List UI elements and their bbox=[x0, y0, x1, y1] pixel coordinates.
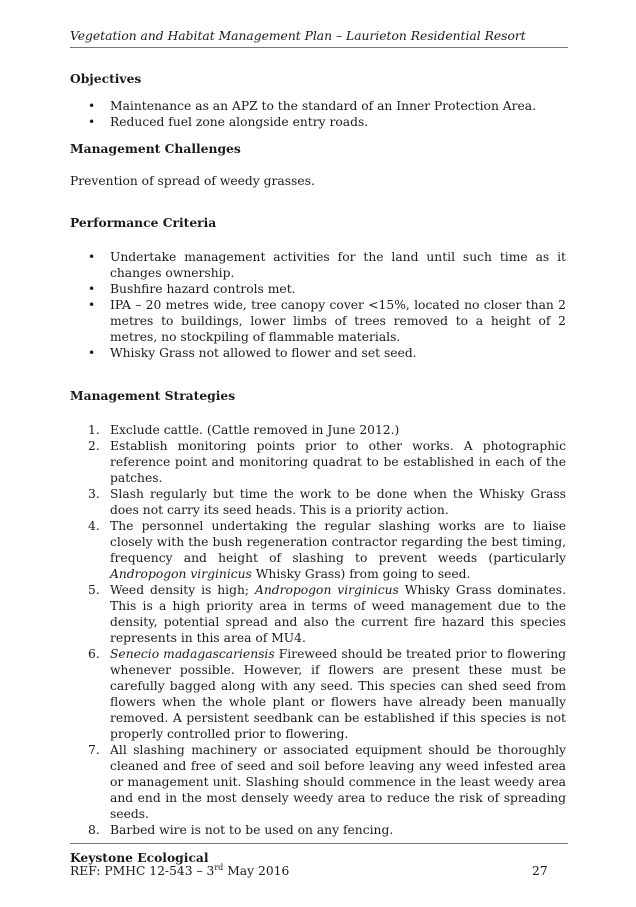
page-content bbox=[70, 60, 566, 838]
running-header: Vegetation and Habitat Management Plan – Laurieton Residential Resort bbox=[70, 29, 526, 43]
performance-list bbox=[70, 249, 566, 361]
item-text: Fireweed should be treated prior to flowering whenever possible. However, if flowers are present these must be carefully bagged along with any seed. This species can shed seed from flowers when the whole plant or flowers have already been manually removed. A persistent seedbank can be established if this species is not properly controlled prior to flowering. bbox=[110, 647, 566, 741]
item-text: Whisky Grass) from going to seed. bbox=[251, 567, 471, 581]
footer-rule bbox=[70, 843, 568, 844]
list-item: • IPA – 20 metres wide, tree canopy cover <15%, located no closer than 2 metres to buildings, lower limbs of trees removed to a height of 2 metres, no stockpiling of flammable materials. bbox=[70, 297, 566, 345]
species-name: Andropogon virginicus bbox=[254, 583, 399, 597]
list-item: • Bushfire hazard controls met. bbox=[70, 281, 566, 297]
list-item bbox=[70, 438, 566, 486]
item-number: 2. bbox=[88, 439, 100, 453]
item-text: All slashing machinery or associated equipment should be thoroughly cleaned and free of seed and soil before leaving any weed infested area or management unit. Slashing should commence in the least weedy area and end in the most densely weedy area to reduce the risk of spreading seeds. bbox=[110, 743, 566, 821]
item-text: Barbed wire is not to be used on any fencing. bbox=[110, 823, 394, 837]
list-item bbox=[70, 582, 566, 646]
challenges-heading: Management Challenges bbox=[70, 141, 241, 156]
objectives-list bbox=[70, 98, 566, 130]
list-item: • Reduced fuel zone alongside entry roads. bbox=[70, 114, 566, 130]
item-number: 1. bbox=[88, 423, 100, 437]
performance-heading: Performance Criteria bbox=[70, 215, 217, 230]
ref-prefix: REF: PMHC 12-543 – 3 bbox=[70, 864, 215, 878]
item-number: 5. bbox=[88, 583, 100, 597]
list-item bbox=[70, 518, 566, 582]
objectives-heading: Objectives bbox=[70, 71, 142, 86]
list-item: • Whisky Grass not allowed to flower and set seed. bbox=[70, 345, 566, 361]
list-item bbox=[70, 486, 566, 518]
species-name: Andropogon virginicus bbox=[110, 567, 252, 581]
item-number: 7. bbox=[88, 743, 100, 757]
item-text: Whisky Grass dominates. This is a high priority area in terms of weed management due to the density, potential spread and also the current fire hazard this species represents in this area of MU4. bbox=[110, 583, 566, 645]
item-number: 6. bbox=[88, 647, 100, 661]
item-text: The personnel undertaking the regular slashing works are to liaise closely with the bush regeneration contractor regarding the best timing, frequency and height of slashing to prevent weeds (particularly bbox=[110, 519, 566, 565]
item-text: Establish monitoring points prior to other works. A photographic reference point and monitoring quadrat to be established in each of the patches. bbox=[110, 439, 566, 485]
item-number: 4. bbox=[88, 519, 100, 533]
item-text: Weed density is high; bbox=[110, 583, 255, 597]
list-item bbox=[70, 422, 566, 438]
list-item bbox=[70, 742, 566, 822]
strategies-heading: Management Strategies bbox=[70, 388, 236, 403]
item-text: Slash regularly but time the work to be done when the Whisky Grass does not carry its seed heads. This is a priority action. bbox=[110, 487, 566, 517]
footer-company: Keystone Ecological bbox=[70, 850, 209, 865]
page-number: 27 bbox=[532, 864, 548, 878]
list-item bbox=[70, 822, 566, 838]
species-name: Senecio madagascariensis bbox=[110, 647, 275, 661]
list-item: • Maintenance as an APZ to the standard of an Inner Protection Area. bbox=[70, 98, 566, 114]
item-number: 3. bbox=[88, 487, 100, 501]
list-item: • Undertake management activities for the land until such time as it changes ownership. bbox=[70, 249, 566, 281]
strategies-list bbox=[70, 422, 566, 838]
ref-suffix: May 2016 bbox=[223, 864, 290, 878]
list-item bbox=[70, 646, 566, 742]
item-text: Exclude cattle. (Cattle removed in June 2012.) bbox=[110, 423, 400, 437]
header-rule bbox=[70, 47, 568, 48]
footer-reference bbox=[70, 864, 289, 878]
ref-superscript: rd bbox=[214, 862, 224, 872]
challenges-text: Prevention of spread of weedy grasses. bbox=[70, 174, 315, 188]
item-number: 8. bbox=[88, 823, 100, 837]
